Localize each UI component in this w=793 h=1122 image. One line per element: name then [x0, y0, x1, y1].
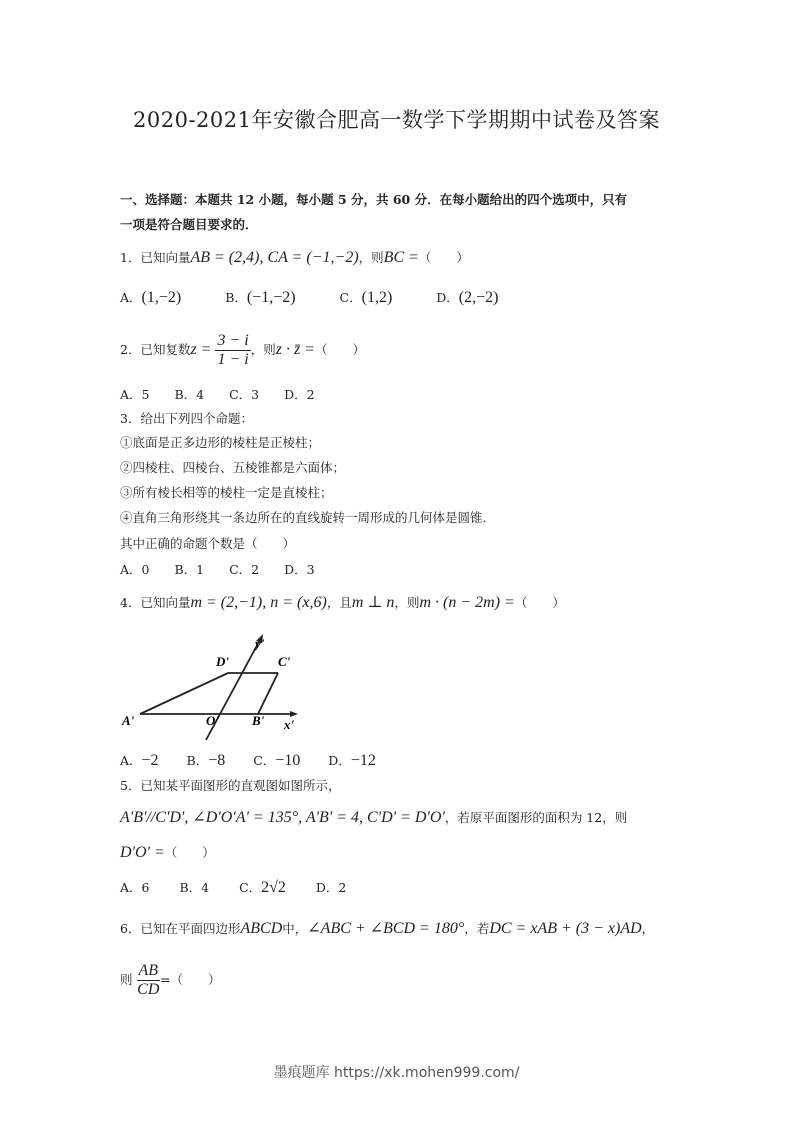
q4-option-c-value: −10	[275, 752, 301, 769]
question-5-ask	[120, 844, 215, 862]
q2-z: z =	[190, 341, 212, 358]
label-c: C'	[278, 654, 291, 669]
q1-option-c-label: C．	[339, 290, 362, 305]
q5-math: A'B'//C'D', ∠D'O'A' = 135°, A'B' = 4, C'D' = D'O'	[120, 809, 445, 826]
question-2-options: A．5 B．4 C．3 D．2	[120, 387, 315, 402]
question-5-options	[120, 879, 346, 897]
q4-option-b-label: B．	[186, 753, 209, 768]
q6-prefix: 6．已知在平面四边形	[120, 921, 241, 936]
question-4-options	[120, 752, 376, 770]
q6-abcd: ABCD	[240, 920, 283, 937]
q1-prefix: 1．已知向量	[120, 250, 191, 265]
q4-math2: m ⊥ n	[351, 594, 395, 611]
q3-item-2: ②四棱柱、四棱台、五棱锥都是六面体；	[120, 460, 346, 475]
q1-math: AB = (2,4), CA = (−1,−2)	[190, 249, 359, 266]
q1-option-b-value: (−1,−2)	[246, 289, 296, 306]
q4-mid: ，且	[326, 595, 352, 610]
q3-item-3: ③所有棱长相等的棱柱一定是直棱柱；	[120, 485, 333, 500]
q5-option-d-label: D．	[315, 880, 339, 895]
label-x: x'	[284, 717, 295, 732]
oblique-projection-figure	[118, 628, 308, 746]
page-title: 2020-2021年安徽合肥高一数学下学期期中试卷及答案	[133, 108, 660, 132]
q5-option-c-value: 2√2	[261, 879, 286, 896]
q3-item-4: ④直角三角形绕其一条边所在的直线旋转一周形成的几何体是圆锥．	[120, 510, 496, 525]
question-3-stem: 3．给出下列四个命题：	[120, 411, 253, 426]
q4-mid2: ，则	[394, 595, 420, 610]
question-6-ask	[120, 962, 221, 999]
q1-option-d-label: D．	[436, 290, 459, 305]
q5-ask: D'O' =	[120, 844, 165, 861]
question-5-stem: 5．已知某平面图形的直观图如图所示，	[120, 778, 341, 793]
q1-option-c-value: (1,2)	[361, 289, 393, 306]
q6-mid2: ，若	[464, 921, 490, 936]
q4-option-a-value: −2	[141, 752, 159, 769]
q6-mid: 中，	[282, 921, 308, 936]
q1-option-d-value: (2,−2)	[458, 289, 499, 306]
q2-fraction	[215, 332, 250, 369]
q1-ask: BC =	[383, 249, 419, 266]
q5-option-b-value: 4	[201, 880, 210, 895]
q2-denominator: 1 − i	[217, 351, 249, 368]
q2-suffix: ，则	[250, 342, 276, 357]
q5-option-b-label: B．	[179, 880, 202, 895]
q1-paren: （ ）	[418, 250, 469, 265]
q4-math1: m = (2,−1), n = (x,6)	[190, 594, 327, 611]
q5-option-a-label: A．	[120, 880, 142, 895]
label-a: A'	[122, 713, 135, 728]
q6-ask-paren: =（ ）	[160, 972, 221, 987]
q1-suffix: ，则	[358, 250, 384, 265]
q6-ze: 则	[120, 972, 133, 987]
q6-math1: ∠ABC + ∠BCD = 180°	[307, 920, 465, 937]
q2-numerator: 3 − i	[217, 332, 249, 349]
q6-end: ，	[641, 921, 655, 936]
q5-suffix: ，若原平面图形的面积为 12，则	[444, 810, 628, 825]
q1-option-b-label: B．	[225, 290, 247, 305]
question-5-condition	[120, 809, 627, 827]
q4-option-a-label: A．	[120, 753, 142, 768]
q4-option-b-value: −8	[208, 752, 226, 769]
q5-paren: （ ）	[164, 845, 215, 860]
q6-numerator: AB	[138, 962, 159, 979]
q1-option-a-value: (1,−2)	[141, 289, 182, 306]
label-d: D'	[216, 654, 229, 669]
footer-watermark: 墨痕题库 https://xk.mohen999.com/	[273, 1065, 520, 1081]
q5-option-c-label: C．	[239, 880, 262, 895]
q3-ask: 其中正确的命题个数是（ ）	[120, 536, 296, 551]
q6-denominator: CD	[137, 981, 160, 998]
q1-option-a-label: A．	[120, 290, 142, 305]
question-1-stem	[120, 249, 469, 267]
q4-prefix: 4．已知向量	[120, 595, 191, 610]
q5-option-a-value: 6	[141, 880, 150, 895]
question-6-stem	[120, 920, 654, 938]
q4-math3: m · (n − 2m) =	[419, 594, 515, 611]
question-3-options: A．0 B．1 C．2 D．3	[120, 562, 315, 577]
q4-option-c-label: C．	[253, 753, 276, 768]
q4-option-d-value: −12	[350, 752, 376, 769]
label-o: O'	[206, 713, 219, 728]
question-2-stem	[120, 332, 365, 369]
question-4-stem	[120, 594, 565, 612]
label-y: y'	[255, 636, 265, 651]
q2-ask: z · z̄ =	[275, 341, 315, 358]
q4-option-d-label: D．	[328, 753, 351, 768]
section-heading-line1: 一、选择题：本题共 12 小题，每小题 5 分，共 60 分．在每小题给出的四个选项中，只有	[120, 192, 628, 207]
q2-paren: （ ）	[314, 342, 365, 357]
question-1-options	[120, 289, 498, 307]
q5-option-d-value: 2	[338, 880, 347, 895]
q6-fraction	[137, 962, 161, 999]
q2-prefix: 2．已知复数	[120, 342, 191, 357]
q4-paren: （ ）	[514, 595, 565, 610]
q6-math2: DC = xAB + (3 − x)AD	[489, 920, 642, 937]
label-b: B'	[252, 713, 265, 728]
q3-item-1: ①底面是正多边形的棱柱是正棱柱；	[120, 435, 321, 450]
section-heading-line2: 一项是符合题目要求的．	[120, 217, 258, 232]
